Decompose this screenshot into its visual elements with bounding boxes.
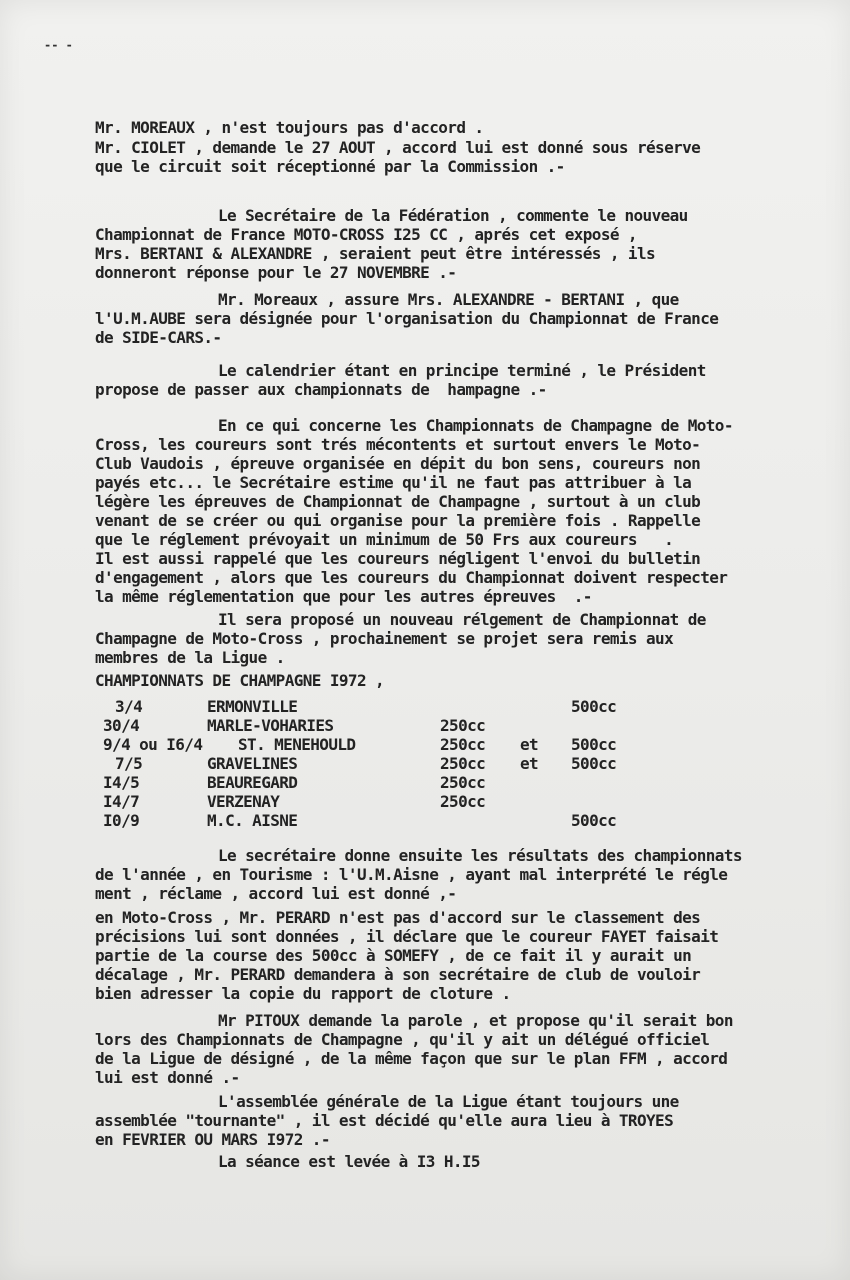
calendar-heading: CHAMPIONNATS DE CHAMPAGNE I972 , (95, 671, 385, 690)
text-line: Le Secrétaire de la Fédération , commente le nouveau (218, 206, 688, 225)
text-line: lors des Championnats de Champagne , qu'il y ait un délégué officiel (95, 1030, 710, 1049)
text-line: Il est aussi rappelé que les coureurs négligent l'envoi du bulletin (95, 549, 701, 568)
text-line: donneront réponse pour le 27 NOVEMBRE .- (95, 263, 457, 282)
text-line: venant de se créer ou qui organise pour la première fois . Rappelle (95, 511, 701, 530)
text-line: payés etc... le Secrétaire estime qu'il ne faut pas attribuer à la (95, 473, 692, 492)
calendar-date: 3/4 (115, 697, 143, 716)
calendar-conjunction: et (520, 735, 539, 754)
text-line: partie de la course des 500cc à SOMEFY , de ce fait il y aurait un (95, 946, 692, 965)
text-line: l'U.M.AUBE sera désignée pour l'organisation du Championnat de France (95, 309, 719, 328)
text-line: de la Ligue de désigné , de la même façon que sur le plan FFM , accord (95, 1049, 728, 1068)
text-line: que le circuit soit réceptionné par la Commission .- (95, 157, 565, 176)
text-line: Mr. MOREAUX , n'est toujours pas d'accord . (95, 118, 484, 137)
calendar-date: 9/4 ou I6/4 (103, 735, 203, 754)
text-line: de SIDE-CARS.- (95, 328, 222, 347)
text-line: que le réglement prévoyait un minimum de 50 Frs aux coureurs . (95, 530, 674, 549)
calendar-250cc: 250cc (440, 773, 486, 792)
text-line: décalage , Mr. PERARD demandera à son secrétaire de club de vouloir (95, 965, 701, 984)
text-line: propose de passer aux championnats de hampagne .- (95, 380, 547, 399)
text-line: Le secrétaire donne ensuite les résultats des championnats (218, 846, 742, 865)
text-line: bien adresser la copie du rapport de cloture . (95, 984, 511, 1003)
calendar-date: 30/4 (103, 716, 140, 735)
text-line: membres de la Ligue . (95, 648, 285, 667)
text-line: lui est donné .- (95, 1068, 240, 1087)
calendar-500cc: 500cc (571, 811, 617, 830)
text-line: Club Vaudois , épreuve organisée en dépit du bon sens, coureurs non (95, 454, 701, 473)
calendar-500cc: 500cc (571, 754, 617, 773)
text-line: Mrs. BERTANI & ALEXANDRE , seraient peut être intéressés , ils (95, 244, 656, 263)
calendar-500cc: 500cc (571, 735, 617, 754)
text-line: ment , réclame , accord lui est donné ,- (95, 884, 457, 903)
text-line: en Moto-Cross , Mr. PERARD n'est pas d'accord sur le classement des (95, 908, 701, 927)
text-line: d'engagement , alors que les coureurs du Championnat doivent respecter (95, 568, 728, 587)
text-line: Le calendrier étant en principe terminé , le Président (218, 361, 706, 380)
calendar-date: I4/5 (103, 773, 140, 792)
calendar-place: ERMONVILLE (207, 697, 298, 716)
text-line: Champagne de Moto-Cross , prochainement se projet sera remis aux (95, 629, 674, 648)
text-line: L'assemblée générale de la Ligue étant toujours une (218, 1092, 679, 1111)
text-line: La séance est levée à I3 H.I5 (218, 1152, 480, 1171)
calendar-250cc: 250cc (440, 716, 486, 735)
calendar-500cc: 500cc (571, 697, 617, 716)
calendar-place: M.C. AISNE (207, 811, 298, 830)
calendar-conjunction: et (520, 754, 539, 773)
corner-mark: -- - (44, 38, 73, 52)
text-line: Mr. CIOLET , demande le 27 AOUT , accord lui est donné sous réserve (95, 138, 701, 157)
calendar-250cc: 250cc (440, 792, 486, 811)
calendar-date: I0/9 (103, 811, 140, 830)
calendar-250cc: 250cc (440, 735, 486, 754)
calendar-place: GRAVELINES (207, 754, 298, 773)
calendar-250cc: 250cc (440, 754, 486, 773)
text-line: légère les épreuves de Championnat de Champagne , surtout à un club (95, 492, 701, 511)
text-line: la même réglementation que pour les autres épreuves .- (95, 587, 592, 606)
text-line: Mr. Moreaux , assure Mrs. ALEXANDRE - BERTANI , que (218, 290, 679, 309)
calendar-place: ST. MENEHOULD (238, 735, 356, 754)
text-line: Mr PITOUX demande la parole , et propose qu'il serait bon (218, 1011, 733, 1030)
text-line: en FEVRIER OU MARS I972 .- (95, 1130, 330, 1149)
text-line: Championnat de France MOTO-CROSS I25 CC , aprés cet exposé , (95, 225, 637, 244)
calendar-date: I4/7 (103, 792, 140, 811)
calendar-place: MARLE-VOHARIES (207, 716, 334, 735)
text-line: Il sera proposé un nouveau rélgement de Championnat de (218, 610, 706, 629)
calendar-date: 7/5 (115, 754, 143, 773)
calendar-place: BEAUREGARD (207, 773, 298, 792)
text-line: assemblée "tournante" , il est décidé qu'elle aura lieu à TROYES (95, 1111, 674, 1130)
calendar-place: VERZENAY (207, 792, 280, 811)
text-line: En ce qui concerne les Championnats de Champagne de Moto- (218, 416, 733, 435)
text-line: de l'année , en Tourisme : l'U.M.Aisne , ayant mal interprété le régle (95, 865, 728, 884)
text-line: Cross, les coureurs sont trés mécontents et surtout envers le Moto- (95, 435, 701, 454)
text-line: précisions lui sont données , il déclare que le coureur FAYET faisait (95, 927, 719, 946)
